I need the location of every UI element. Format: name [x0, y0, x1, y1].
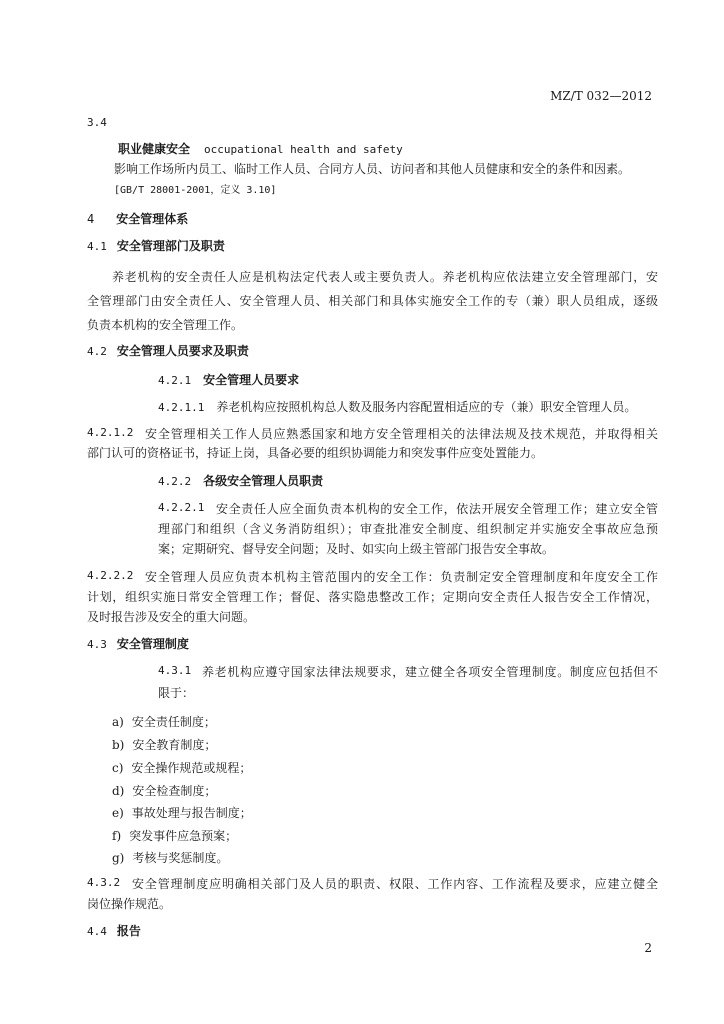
section-4-2-2-1-number: 4.2.2.1 [158, 501, 205, 514]
section-4-2-1-1-text: 养老机构应按照机构总人数及服务内容配置相适应的专（兼）职安全管理人员。 [216, 400, 637, 414]
section-4-4-number: 4.4 [87, 925, 107, 938]
section-4-title: 安全管理体系 [116, 212, 189, 226]
term-source: [GB/T 28001-2001，定义 3.10] [114, 185, 277, 196]
section-4-2-1-number: 4.2.1 [158, 374, 192, 387]
list-item [112, 759, 251, 776]
section-4-4-heading [87, 922, 141, 939]
section-4-1-title: 安全管理部门及职责 [116, 239, 225, 253]
section-4-2-2-title: 各级安全管理人员职责 [203, 474, 324, 488]
section-4-3-number: 4.3 [87, 638, 107, 651]
section-4-2-1-title: 安全管理人员要求 [203, 373, 300, 387]
section-4-4-title: 报告 [116, 924, 141, 938]
section-4-2-2-number: 4.2.2 [158, 475, 192, 488]
list-item-label: b) [112, 738, 125, 752]
section-4-2-1-1 [158, 398, 636, 415]
list-item-label: d) [112, 784, 125, 798]
term-en: occupational health and safety [204, 143, 403, 156]
list-item-text: 安全教育制度； [132, 738, 217, 752]
list-item [112, 804, 252, 821]
term-cn: 职业健康安全 [118, 142, 191, 156]
section-4-1-heading [87, 237, 225, 254]
section-4-2-2-2-line-1: 安全管理人员应负责本机构主管范围内的安全工作：负责制定安全管理制度和年度安全工作 [145, 570, 658, 584]
list-item [112, 782, 216, 799]
list-item-label: c) [112, 761, 124, 775]
section-4-number: 4 [87, 212, 95, 226]
list-item-text: 安全责任制度； [131, 715, 216, 729]
section-4-2-1-2-line-1: 安全管理相关工作人员应熟悉国家和地方安全管理相关的法律法规及技术规范，并取得相关 [145, 427, 658, 441]
section-4-1-para-line-2: 全管理部门由安全责任人、安全管理人员、相关部门和具体实施安全工作的专（兼）职人员组成，逐级 [87, 294, 658, 308]
section-4-2-title: 安全管理人员要求及职责 [116, 344, 249, 358]
section-4-2-1-heading [158, 371, 299, 388]
list-item [112, 736, 216, 753]
list-item [112, 713, 216, 730]
term-definition: 影响工作场所内员工、临时工作人员、合同方人员、访问者和其他人员健康和安全的条件和因素。 [114, 162, 631, 176]
section-4-2-2-1-line-1: 安全责任人应全面负责本机构的安全工作，依法开展安全管理工作；建立安全管 [216, 502, 658, 516]
list-item [112, 849, 228, 866]
section-4-2-2-2-line-2: 计划，组织实施日常安全管理工作；督促、落实隐患整改工作；定期向安全责任人报告安全工作情况， [87, 590, 658, 604]
section-4-2-2-2-number: 4.2.2.2 [87, 569, 134, 582]
section-4-1-para-line-1: 养老机构的安全责任人应是机构法定代表人或主要负责人。养老机构应依法建立安全管理部门，安 [112, 270, 658, 284]
section-4-2-2-1-line-3: 案；定期研究、督导安全问题；及时、如实向上级主管部门报告安全事故。 [158, 542, 555, 556]
section-4-1-number: 4.1 [87, 240, 107, 253]
list-item-label: g) [112, 851, 125, 865]
section-4-3-1-line-1: 养老机构应遵守国家法律法规要求，建立健全各项安全管理制度。制度应包括但不 [202, 665, 658, 679]
section-4-3-2-number: 4.3.2 [87, 876, 121, 889]
list-item-label: a) [112, 715, 124, 729]
section-4-2-2-1-line-2: 理部门和组织（含义务消防组织）；审查批准安全制度、组织制定并实施安全事故应急预 [158, 522, 658, 536]
list-item-label: f) [112, 829, 122, 843]
list-item-text: 事故处理与报告制度； [131, 806, 252, 820]
list-item-text: 突发事件应急预案； [129, 829, 238, 843]
list-item-text: 安全检查制度； [132, 784, 217, 798]
list-item-text: 安全操作规范或规程； [131, 761, 252, 775]
term-heading [118, 140, 403, 157]
standard-code: MZ/T 032—2012 [550, 89, 652, 103]
list-item [112, 827, 237, 844]
section-4-3-title: 安全管理制度 [116, 637, 189, 651]
section-4-3-1-number: 4.3.1 [158, 664, 192, 677]
section-4-2-1-2-line-2: 部门认可的资格证书，持证上岗，具备必要的组织协调能力和突发事件应变处置能力。 [87, 446, 544, 460]
section-4-2-2-heading [158, 472, 323, 489]
section-4-3-1-line-2: 限于： [158, 686, 195, 700]
section-4-2-1-2-number: 4.2.1.2 [87, 426, 134, 439]
section-4-3-2-line-1: 安全管理制度应明确相关部门及人员的职责、权限、工作内容、工作流程及要求，应建立健全 [132, 877, 658, 891]
section-4-3-2-line-2: 岗位操作规范。 [87, 897, 172, 911]
list-item-label: e) [112, 806, 124, 820]
page-number: 2 [644, 941, 652, 955]
section-4-3-heading [87, 635, 189, 652]
list-item-text: 考核与奖惩制度。 [132, 851, 229, 865]
section-4-heading [87, 210, 188, 227]
section-4-2-number: 4.2 [87, 345, 107, 358]
section-4-2-1-1-number: 4.2.1.1 [158, 401, 205, 414]
section-3-4-number: 3.4 [87, 116, 107, 129]
section-4-2-heading [87, 342, 249, 359]
section-4-1-para-line-3: 负责本机构的安全管理工作。 [87, 318, 244, 332]
section-4-2-2-2-line-3: 及时报告涉及安全的重大问题。 [87, 610, 256, 624]
